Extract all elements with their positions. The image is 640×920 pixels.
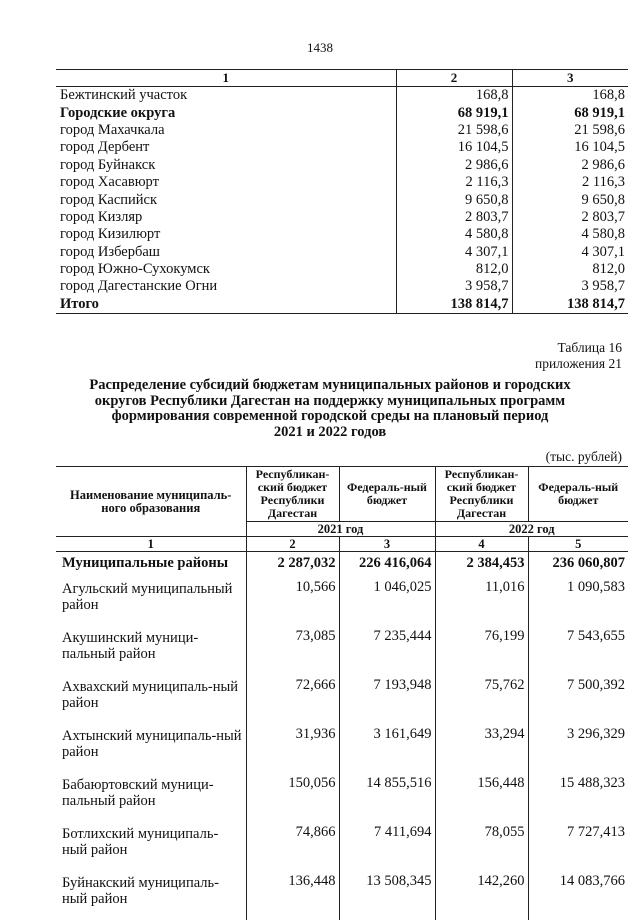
- top-row-value-2021: 3 958,7: [396, 278, 512, 295]
- row-federal-2022: 7 543,655: [528, 626, 628, 675]
- table-row: [56, 552, 628, 578]
- header-federal-2022: Федераль-ный бюджет: [528, 467, 628, 522]
- top-row-value-2022: 812,0: [512, 261, 628, 278]
- row-republic-2021: 150,056: [246, 773, 339, 822]
- row-municipality-name: Ахвахский муниципаль-ный район: [62, 679, 238, 711]
- row-federal-2021: 14 855,516: [339, 773, 435, 822]
- top-col-2-header: 2: [396, 70, 512, 87]
- row-republic-2021: 74,866: [246, 822, 339, 871]
- row-federal-2021: 13 508,345: [339, 871, 435, 920]
- top-row-value-2022: 4 580,8: [512, 226, 628, 243]
- top-col-1-header: 1: [56, 70, 396, 87]
- table-row: [56, 244, 628, 261]
- row-municipality-name: Бабаюртовский муници-пальный район: [62, 777, 214, 809]
- top-row-name: Городские округа: [60, 104, 176, 121]
- row-republic-2021: 31,936: [246, 724, 339, 773]
- table-row: [56, 87, 628, 105]
- index-col-2: 2: [246, 537, 339, 552]
- top-row-value-2021: 21 598,6: [396, 122, 512, 139]
- row-federal-2022: 14 083,766: [528, 871, 628, 920]
- row-republic-2021: 2 287,032: [246, 552, 339, 578]
- top-row-name: город Избербаш: [60, 243, 160, 260]
- top-row-value-2022: 2 803,7: [512, 209, 628, 226]
- row-federal-2022: 236 060,807: [528, 552, 628, 578]
- table-row: [56, 226, 628, 243]
- top-row-value-2022: 16 104,5: [512, 139, 628, 156]
- row-republic-2022: 76,199: [435, 626, 528, 675]
- row-federal-2022: 7 500,392: [528, 675, 628, 724]
- document-heading: [60, 378, 600, 440]
- row-republic-2022: 142,260: [435, 871, 528, 920]
- row-federal-2021: 7 411,694: [339, 822, 435, 871]
- table-row: [56, 577, 628, 626]
- top-row-value-2022: 2 986,6: [512, 157, 628, 174]
- heading-line-1: Распределение субсидий бюджетам муниципальных районов и городских: [89, 377, 571, 393]
- index-col-4: 4: [435, 537, 528, 552]
- heading-line-3: формирования современной городской среды на плановый период: [111, 408, 549, 424]
- top-row-value-2021: 68 919,1: [396, 104, 512, 121]
- row-republic-2022: 78,055: [435, 822, 528, 871]
- appendix-label: приложения 21: [534, 356, 622, 371]
- row-municipality-name: Муниципальные районы: [62, 555, 229, 571]
- header-year-2022: 2022 год: [435, 522, 628, 537]
- heading-line-2: округов Республики Дагестан на поддержку муниципальных программ: [94, 392, 566, 409]
- top-row-value-2022: 168,8: [512, 87, 628, 105]
- top-row-name: город Кизилюрт: [60, 226, 161, 243]
- row-republic-2022: 156,448: [435, 773, 528, 822]
- row-municipality-name: Ахтынский муниципаль-ный район: [62, 728, 242, 760]
- top-row-value-2022: 138 814,7: [512, 296, 628, 314]
- table-row: [56, 296, 628, 314]
- table-row: [56, 174, 628, 191]
- row-republic-2021: 10,566: [246, 577, 339, 626]
- row-federal-2021: 1 046,025: [339, 577, 435, 626]
- row-municipality-name: Агульский муниципальный район: [62, 581, 233, 613]
- heading-line-4: 2021 и 2022 годов: [273, 423, 387, 440]
- row-republic-2021: 73,085: [246, 626, 339, 675]
- row-federal-2022: 3 296,329: [528, 724, 628, 773]
- table-row: [56, 871, 628, 920]
- top-row-name: город Дагестанские Огни: [60, 278, 218, 295]
- row-municipality-name: Акушинский муници-пальный район: [62, 630, 199, 662]
- row-federal-2022: 7 727,413: [528, 822, 628, 871]
- top-row-name: город Хасавюрт: [60, 174, 159, 191]
- top-row-name: Бежтинский участок: [60, 87, 188, 104]
- top-row-value-2021: 4 580,8: [396, 226, 512, 243]
- table-row: [56, 104, 628, 121]
- table-row: [56, 191, 628, 208]
- header-year-2021: 2021 год: [246, 522, 435, 537]
- index-col-1: 1: [56, 537, 246, 552]
- header-federal-2021: Федераль-ный бюджет: [339, 467, 435, 522]
- top-row-name: город Буйнакск: [60, 156, 156, 173]
- row-republic-2022: 2 384,453: [435, 552, 528, 578]
- table-row: [56, 122, 628, 139]
- table-row: [56, 278, 628, 295]
- top-row-name: город Каспийск: [60, 191, 158, 208]
- header-municipality: Наименование муниципаль-ного образования: [56, 467, 246, 537]
- row-republic-2022: 33,294: [435, 724, 528, 773]
- table-row: [56, 773, 628, 822]
- table-row: [56, 626, 628, 675]
- top-row-value-2021: 2 986,6: [396, 157, 512, 174]
- header-republic-2021: Республикан-ский бюджет Республики Дагестан: [246, 467, 339, 522]
- top-row-value-2022: 9 650,8: [512, 191, 628, 208]
- header-republic-2022: Республикан-ский бюджет Республики Дагестан: [435, 467, 528, 522]
- row-republic-2021: 72,666: [246, 675, 339, 724]
- table-row: [56, 822, 628, 871]
- top-row-value-2021: 2 116,3: [396, 174, 512, 191]
- top-row-value-2022: 3 958,7: [512, 278, 628, 295]
- table-row: [56, 675, 628, 724]
- top-col-3-header: 3: [512, 70, 628, 87]
- table-caption: [535, 340, 622, 372]
- top-row-name: Итого: [56, 296, 396, 314]
- row-federal-2021: 7 235,444: [339, 626, 435, 675]
- top-row-value-2021: 138 814,7: [396, 296, 512, 314]
- top-row-name: город Махачкала: [60, 121, 165, 138]
- table-row: [56, 209, 628, 226]
- top-row-value-2022: 4 307,1: [512, 244, 628, 261]
- top-row-value-2021: 168,8: [396, 87, 512, 105]
- top-row-value-2021: 812,0: [396, 261, 512, 278]
- top-row-value-2021: 9 650,8: [396, 191, 512, 208]
- top-row-value-2022: 2 116,3: [512, 174, 628, 191]
- top-table-header: [56, 70, 628, 87]
- top-row-value-2021: 16 104,5: [396, 139, 512, 156]
- table-row: [56, 724, 628, 773]
- top-row-name: город Дербент: [60, 139, 150, 156]
- top-table: [56, 69, 628, 314]
- subsidy-table: [56, 466, 628, 920]
- page-number: 1438: [307, 40, 333, 55]
- table-row: [56, 157, 628, 174]
- top-row-value-2021: 4 307,1: [396, 244, 512, 261]
- table-row: [56, 261, 628, 278]
- index-col-5: 5: [528, 537, 628, 552]
- row-federal-2022: 15 488,323: [528, 773, 628, 822]
- top-row-name: город Южно-Сухокумск: [60, 261, 210, 278]
- table-row: [56, 139, 628, 156]
- table-number: Таблица 16: [557, 340, 622, 355]
- row-federal-2021: 7 193,948: [339, 675, 435, 724]
- top-row-value-2022: 68 919,1: [512, 104, 628, 121]
- top-row-value-2021: 2 803,7: [396, 209, 512, 226]
- row-municipality-name: Ботлихский муниципаль-ный район: [62, 826, 219, 858]
- row-republic-2022: 75,762: [435, 675, 528, 724]
- row-federal-2021: 226 416,064: [339, 552, 435, 578]
- row-federal-2022: 1 090,583: [528, 577, 628, 626]
- index-col-3: 3: [339, 537, 435, 552]
- top-row-value-2022: 21 598,6: [512, 122, 628, 139]
- row-republic-2022: 11,016: [435, 577, 528, 626]
- row-municipality-name: Буйнакский муниципаль-ный район: [62, 875, 219, 907]
- row-republic-2021: 136,448: [246, 871, 339, 920]
- top-row-name: город Кизляр: [60, 208, 143, 225]
- row-federal-2021: 3 161,649: [339, 724, 435, 773]
- units-label: (тыс. рублей): [545, 449, 622, 464]
